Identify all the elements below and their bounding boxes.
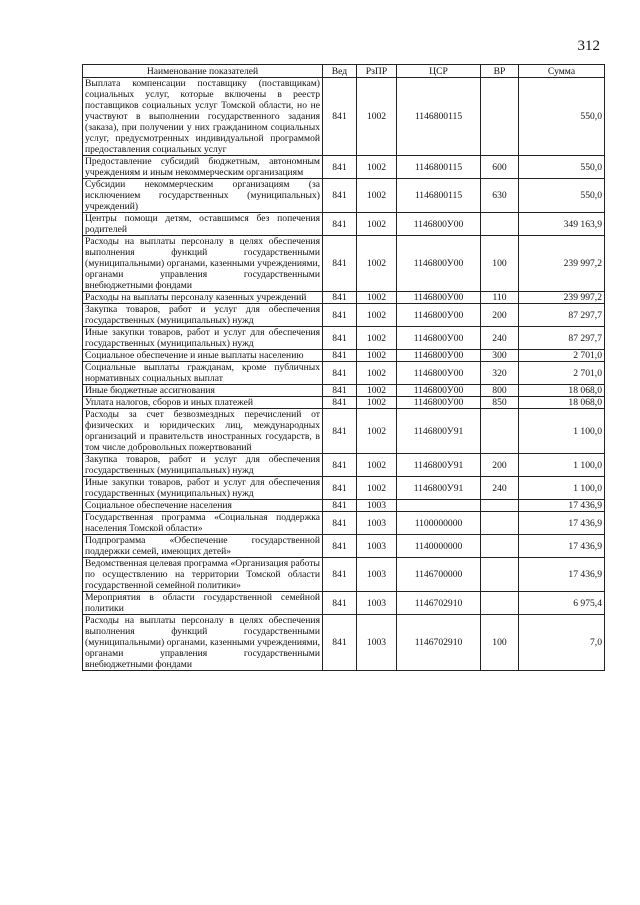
cell-sum: 87 297,7 <box>519 304 605 327</box>
table-row <box>83 477 605 500</box>
cell-vr: 100 <box>481 236 519 292</box>
cell-rzpr: 1002 <box>357 213 397 236</box>
cell-vr: 320 <box>481 362 519 385</box>
cell-sum: 87 297,7 <box>519 327 605 350</box>
cell-rzpr: 1002 <box>357 397 397 409</box>
table-row <box>83 350 605 362</box>
cell-csr: 1146800У00 <box>397 327 481 350</box>
cell-name: Закупка товаров, работ и услуг для обеспечения государственных (муниципальных) нужд <box>83 454 323 477</box>
cell-sum: 239 997,2 <box>519 236 605 292</box>
cell-ved: 841 <box>323 350 357 362</box>
cell-name: Закупка товаров, работ и услуг для обеспечения государственных (муниципальных) нужд <box>83 304 323 327</box>
cell-csr: 1146800У00 <box>397 397 481 409</box>
table-row <box>83 213 605 236</box>
cell-name: Расходы на выплаты персоналу в целях обеспечения выполнения функций государственными (муниципальными) органами, казенными учреждениями, органами управления государственными внебюджетными фондами <box>83 236 323 292</box>
cell-vr <box>481 409 519 454</box>
cell-ved: 841 <box>323 512 357 535</box>
table-row <box>83 615 605 671</box>
cell-csr: 1146800У91 <box>397 477 481 500</box>
cell-ved: 841 <box>323 558 357 592</box>
table-row <box>83 292 605 304</box>
cell-ved: 841 <box>323 592 357 615</box>
cell-name: Центры помощи детям, оставшимся без попечения родителей <box>83 213 323 236</box>
cell-rzpr: 1002 <box>357 362 397 385</box>
cell-vr <box>481 213 519 236</box>
column-header-ved: Вед <box>323 65 357 78</box>
cell-name: Иные закупки товаров, работ и услуг для обеспечения государственных (муниципальных) нужд <box>83 477 323 500</box>
table-row <box>83 409 605 454</box>
cell-ved: 841 <box>323 327 357 350</box>
cell-csr: 1146800У00 <box>397 292 481 304</box>
cell-name: Ведомственная целевая программа «Организация работы по осуществлению на территории Томской области государственной семейной политики» <box>83 558 323 592</box>
cell-name: Подпрограмма «Обеспечение государственной поддержки семей, имеющих детей» <box>83 535 323 558</box>
cell-vr <box>481 512 519 535</box>
cell-name: Мероприятия в области государственной семейной политики <box>83 592 323 615</box>
cell-rzpr: 1002 <box>357 292 397 304</box>
cell-rzpr: 1002 <box>357 236 397 292</box>
cell-csr: 1100000000 <box>397 512 481 535</box>
cell-vr <box>481 535 519 558</box>
cell-csr: 1146800115 <box>397 179 481 213</box>
cell-sum: 17 436,9 <box>519 500 605 512</box>
cell-vr: 240 <box>481 477 519 500</box>
cell-ved: 841 <box>323 535 357 558</box>
table-row <box>83 512 605 535</box>
table-row <box>83 179 605 213</box>
budget-table <box>82 64 605 671</box>
cell-csr: 1146702910 <box>397 615 481 671</box>
cell-ved: 841 <box>323 477 357 500</box>
column-header-sum: Сумма <box>519 65 605 78</box>
table-header <box>83 65 605 78</box>
cell-sum: 18 068,0 <box>519 397 605 409</box>
cell-ved: 841 <box>323 362 357 385</box>
column-header-name: Наименование показателей <box>83 65 323 78</box>
cell-csr: 1146800115 <box>397 78 481 156</box>
cell-csr: 1146800У00 <box>397 350 481 362</box>
table-row <box>83 558 605 592</box>
cell-ved: 841 <box>323 179 357 213</box>
cell-rzpr: 1002 <box>357 454 397 477</box>
cell-rzpr: 1003 <box>357 500 397 512</box>
cell-vr: 300 <box>481 350 519 362</box>
cell-sum: 1 100,0 <box>519 454 605 477</box>
header-row <box>83 65 605 78</box>
cell-sum: 17 436,9 <box>519 512 605 535</box>
cell-vr: 110 <box>481 292 519 304</box>
cell-rzpr: 1003 <box>357 558 397 592</box>
cell-ved: 841 <box>323 236 357 292</box>
cell-name: Социальные выплаты гражданам, кроме публичных нормативных социальных выплат <box>83 362 323 385</box>
cell-name: Расходы на выплаты персоналу казенных учреждений <box>83 292 323 304</box>
cell-csr: 1140000000 <box>397 535 481 558</box>
cell-sum: 550,0 <box>519 156 605 179</box>
table-body <box>83 78 605 671</box>
cell-csr: 1146800У00 <box>397 236 481 292</box>
cell-sum: 2 701,0 <box>519 362 605 385</box>
cell-name: Уплата налогов, сборов и иных платежей <box>83 397 323 409</box>
cell-vr: 850 <box>481 397 519 409</box>
cell-sum: 1 100,0 <box>519 409 605 454</box>
cell-rzpr: 1003 <box>357 512 397 535</box>
cell-vr: 240 <box>481 327 519 350</box>
cell-sum: 239 997,2 <box>519 292 605 304</box>
cell-name: Субсидии некоммерческим организациям (за исключением государственных (муниципальных) учреждений) <box>83 179 323 213</box>
cell-name: Иные закупки товаров, работ и услуг для обеспечения государственных (муниципальных) нужд <box>83 327 323 350</box>
cell-sum: 550,0 <box>519 179 605 213</box>
cell-ved: 841 <box>323 409 357 454</box>
cell-sum: 1 100,0 <box>519 477 605 500</box>
cell-vr: 630 <box>481 179 519 213</box>
table-row <box>83 304 605 327</box>
cell-csr: 1146702910 <box>397 592 481 615</box>
cell-rzpr: 1002 <box>357 304 397 327</box>
cell-rzpr: 1003 <box>357 592 397 615</box>
cell-vr: 800 <box>481 385 519 397</box>
cell-vr: 200 <box>481 304 519 327</box>
cell-sum: 18 068,0 <box>519 385 605 397</box>
cell-name: Выплата компенсации поставщику (поставщикам) социальных услуг, которые включены в реестр поставщиков социальных услуг Томской области, но не участвуют в выполнении государственного задания (заказа), при получении у них гражданином социальных услуг, предусмотренных индивидуальной программой предоставления социальных услуг <box>83 78 323 156</box>
cell-csr: 1146800У91 <box>397 409 481 454</box>
table-row <box>83 78 605 156</box>
table-row <box>83 156 605 179</box>
column-header-rzpr: РзПР <box>357 65 397 78</box>
cell-name: Социальное обеспечение и иные выплаты населению <box>83 350 323 362</box>
cell-sum: 550,0 <box>519 78 605 156</box>
cell-vr <box>481 500 519 512</box>
cell-sum: 2 701,0 <box>519 350 605 362</box>
table-row <box>83 236 605 292</box>
cell-csr: 1146800У00 <box>397 385 481 397</box>
cell-csr: 1146800У00 <box>397 362 481 385</box>
cell-rzpr: 1002 <box>357 156 397 179</box>
cell-vr <box>481 558 519 592</box>
cell-name: Расходы за счет безвозмездных перечислений от физических и юридических лиц, международных организаций и правительств иностранных государств, в том числе добровольных пожертвований <box>83 409 323 454</box>
cell-vr <box>481 78 519 156</box>
cell-sum: 349 163,9 <box>519 213 605 236</box>
table-row <box>83 397 605 409</box>
cell-rzpr: 1002 <box>357 78 397 156</box>
cell-ved: 841 <box>323 454 357 477</box>
table-row <box>83 592 605 615</box>
cell-csr <box>397 500 481 512</box>
cell-csr: 1146800У91 <box>397 454 481 477</box>
cell-name: Расходы на выплаты персоналу в целях обеспечения выполнения функций государственными (муниципальными) органами, казенными учреждениями, органами управления государственными внебюджетными фондами <box>83 615 323 671</box>
cell-name: Государственная программа «Социальная поддержка населения Томской области» <box>83 512 323 535</box>
table-row <box>83 535 605 558</box>
cell-vr <box>481 592 519 615</box>
cell-vr: 600 <box>481 156 519 179</box>
table-row <box>83 362 605 385</box>
cell-name: Предоставление субсидий бюджетным, автономным учреждениям и иным некоммерческим организациям <box>83 156 323 179</box>
table-row <box>83 454 605 477</box>
cell-csr: 1146800У00 <box>397 304 481 327</box>
cell-ved: 841 <box>323 304 357 327</box>
cell-csr: 1146800У00 <box>397 213 481 236</box>
table-row <box>83 385 605 397</box>
cell-vr: 200 <box>481 454 519 477</box>
cell-rzpr: 1002 <box>357 327 397 350</box>
cell-name: Иные бюджетные ассигнования <box>83 385 323 397</box>
column-header-vr: ВР <box>481 65 519 78</box>
table-row <box>83 500 605 512</box>
cell-csr: 1146800115 <box>397 156 481 179</box>
cell-rzpr: 1002 <box>357 179 397 213</box>
cell-sum: 7,0 <box>519 615 605 671</box>
cell-ved: 841 <box>323 385 357 397</box>
page-number: 312 <box>577 38 600 54</box>
cell-sum: 17 436,9 <box>519 535 605 558</box>
cell-rzpr: 1003 <box>357 535 397 558</box>
column-header-csr: ЦСР <box>397 65 481 78</box>
cell-rzpr: 1002 <box>357 409 397 454</box>
cell-csr: 1146700000 <box>397 558 481 592</box>
cell-ved: 841 <box>323 615 357 671</box>
table-row <box>83 327 605 350</box>
cell-sum: 6 975,4 <box>519 592 605 615</box>
cell-rzpr: 1002 <box>357 350 397 362</box>
cell-ved: 841 <box>323 213 357 236</box>
cell-name: Социальное обеспечение населения <box>83 500 323 512</box>
cell-ved: 841 <box>323 397 357 409</box>
cell-sum: 17 436,9 <box>519 558 605 592</box>
cell-ved: 841 <box>323 78 357 156</box>
cell-vr: 100 <box>481 615 519 671</box>
cell-ved: 841 <box>323 156 357 179</box>
cell-ved: 841 <box>323 292 357 304</box>
cell-rzpr: 1003 <box>357 615 397 671</box>
cell-ved: 841 <box>323 500 357 512</box>
cell-rzpr: 1002 <box>357 477 397 500</box>
cell-rzpr: 1002 <box>357 385 397 397</box>
